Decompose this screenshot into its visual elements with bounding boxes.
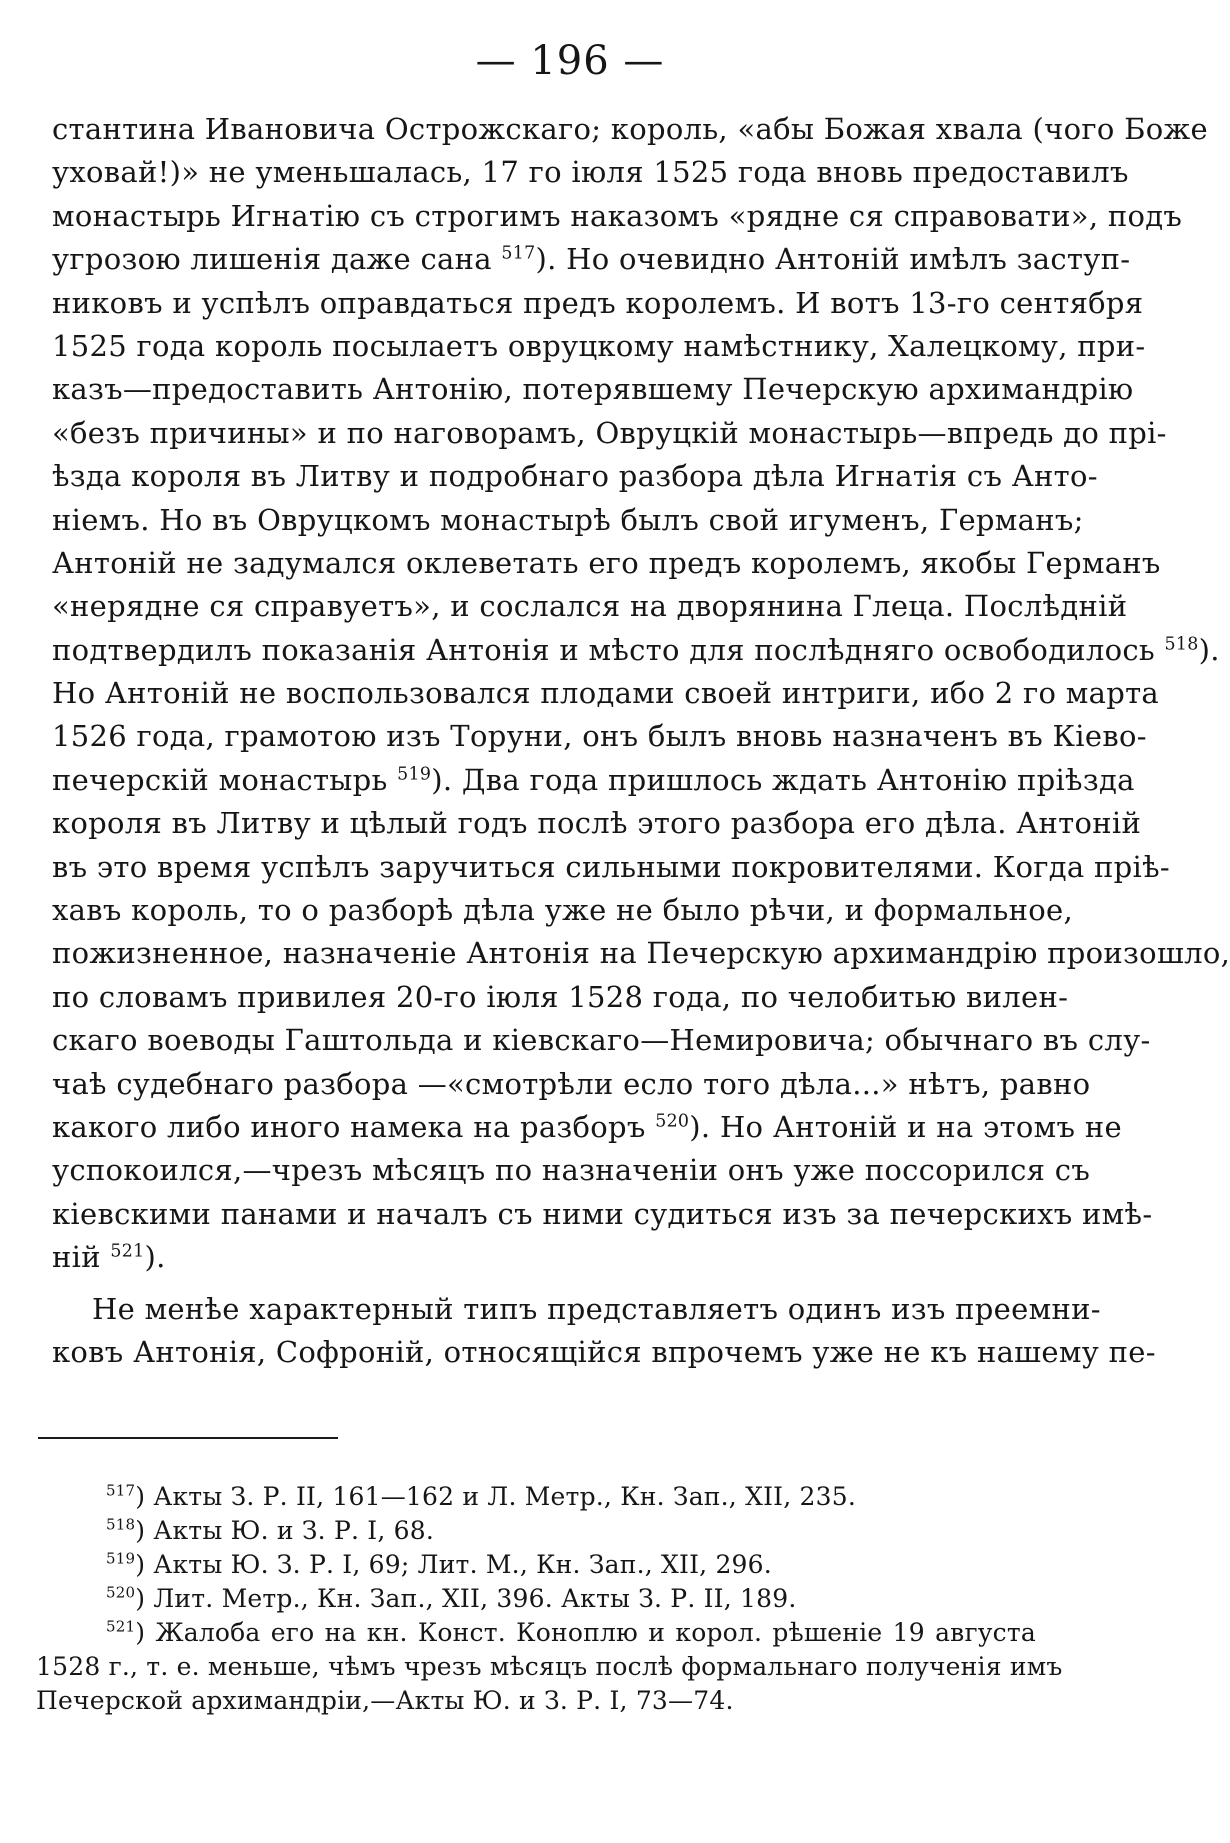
text-line: «безъ причины» и по наговорамъ, Овруцкій монастырь—впредь до прі- [52,415,1167,450]
footnote-ref-520: 520 [655,1111,690,1132]
footnote-text: ) Акты Ю. З. Р. I, 69; Лит. М., Кн. Зап., XII, 296. [135,1550,772,1579]
footnote-518 [36,1514,1036,1548]
text-line: ѣзда короля въ Литву и подробнаго разбора дѣла Игнатія съ Анто- [52,459,1098,494]
text-line: чаѣ судебнаго разбора —«смотрѣли есло того дѣла...» нѣтъ, равно [52,1066,1091,1101]
text-line: ніемъ. Но въ Овруцкомъ монастырѣ былъ свой игуменъ, Германъ; [52,502,1084,537]
text-line: короля въ Литву и цѣлый годъ послѣ этого разбора его дѣла. Антоній [52,806,1142,841]
text-line: успокоился,—чрезъ мѣсяцъ по назначеніи онъ уже поссорился съ [52,1153,1091,1188]
footnote-mark: 517 [106,1481,136,1500]
footnote-ref-519: 519 [397,764,432,785]
text-line [52,1236,1037,1279]
text-line: 1525 года король посылаетъ овруцкому намѣстнику, Халецкому, при- [52,328,1146,363]
text-segment: ). [1198,632,1220,667]
footnote-ref-517: 517 [501,243,536,264]
text-line: Не менѣе характерный типъ представляетъ одинъ изъ преемни- [92,1291,1101,1326]
text-line [52,629,1220,672]
text-line: кіевскими панами и началъ съ ними судиться изъ за печерскихъ имѣ- [52,1196,1153,1231]
footnote-text: ) Акты Ю. и З. Р. I, 68. [135,1516,435,1545]
footnote-517 [36,1480,1036,1514]
text-segment: ). Два года пришлось ждать Антонію пріѣзда [431,762,1135,797]
footnote-mark: 519 [106,1549,136,1568]
text-line: 1526 года, грамотою изъ Торуни, онъ былъ вновь назначенъ въ Кіево- [52,719,1147,754]
text-line: скаго воеводы Гаштольда и кіевскаго—Немировича; обычнаго въ слу- [52,1023,1151,1058]
text-segment: какого либо иного намека на разборъ [52,1109,646,1144]
footnote-divider [38,1437,338,1439]
text-segment: ній [52,1240,101,1275]
main-text [52,108,1230,1374]
text-line: уховай!)» не уменьшалась, 17 го іюля 1525 года вновь предоставилъ [52,155,1129,190]
text-segment: ). Но Антоній и на этомъ не [689,1109,1122,1144]
footnote-text: ) Акты З. Р. II, 161—162 и Л. Метр., Кн. Зап., XII, 235. [135,1482,857,1511]
footnotes [36,1480,1063,1718]
footnote-ref-518: 518 [1164,634,1199,655]
footnote-520 [36,1582,1036,1616]
text-line: Антоній не задумался оклеветать его предъ королемъ, якобы Германъ [52,545,1161,580]
page-number: — 196 — [475,38,665,84]
text-line [52,759,1135,802]
text-line [52,1106,1122,1149]
text-line: хавъ король, то о разборѣ дѣла уже не было рѣчи, и формальное, [52,893,1073,928]
text-segment: угрозою лишенія даже сана [52,242,492,277]
text-line: въ это время успѣлъ заручиться сильными покровителями. Когда пріѣ- [52,849,1170,884]
text-line: никовъ и успѣлъ оправдаться предъ королемъ. И вотъ 13-го сентября [52,285,1144,320]
text-segment: подтвердилъ показанія Антонія и мѣсто для послѣдняго освободилось [52,632,1155,667]
footnote-text: ) Лит. Метр., Кн. Зап., XII, 396. Акты З. Р. II, 189. [135,1584,797,1613]
text-line: Но Антоній не воспользовался плодами своей интриги, ибо 2 го марта [52,676,1160,711]
text-line: по словамъ привилея 20-го іюля 1528 года, по челобитью вилен- [52,979,1069,1014]
footnote-ref-521: 521 [110,1241,145,1262]
text-line [52,238,1131,281]
text-line: ковъ Антонія, Софроній, относящійся впрочемъ уже не къ нашему пе- [52,1334,1156,1369]
footnote-text: ) Жалоба его на кн. Конст. Коноплю и корол. рѣшеніе 19 августа [135,1618,1036,1647]
text-line: монастырь Игнатію съ строгимъ наказомъ «рядне ся справовати», подъ [52,198,1183,233]
text-line: казъ—предоставить Антонію, потерявшему Печерскую архимандрію [52,372,1134,407]
text-segment: ). Но очевидно Антоній имѣлъ заступ- [535,242,1131,277]
text-line: пожизненное, назначеніе Антонія на Печерскую архимандрію произошло, [52,936,1230,971]
text-segment: ). [144,1240,166,1275]
footnote-mark: 521 [106,1617,136,1636]
footnote-519 [36,1548,1036,1582]
text-line: стантина Ивановича Острожскаго; король, «абы Божая хвала (чого Боже [52,112,1208,146]
footnote-521 [36,1616,1036,1650]
text-line: «нерядне ся справуетъ», и сослался на дворянина Глеца. Послѣдній [52,589,1128,624]
footnote-continuation: Печерской архимандріи,—Акты Ю. и З. Р. I, 73—74. [36,1686,734,1715]
footnote-mark: 518 [106,1515,136,1534]
text-segment: печерскій монастырь [52,762,388,797]
footnote-mark: 520 [106,1583,136,1602]
footnote-continuation: 1528 г., т. е. меньше, чѣмъ чрезъ мѣсяцъ послѣ формальнаго полученія имъ [36,1652,1063,1681]
